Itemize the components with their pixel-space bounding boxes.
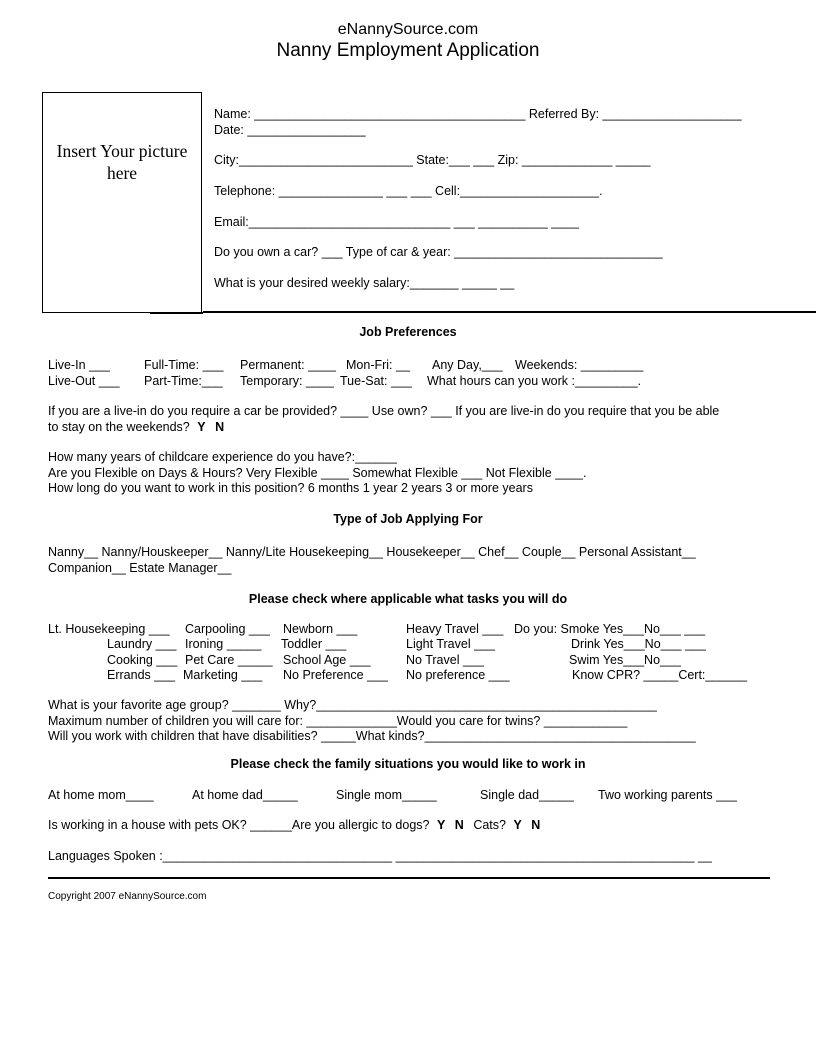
full-time-field[interactable]: Full-Time: ___	[144, 358, 224, 372]
weekends-no-option[interactable]: N	[215, 420, 225, 434]
family-at-home-dad[interactable]: At home dad_____	[192, 788, 298, 802]
date-field[interactable]: Date: _________________	[214, 123, 366, 137]
age-newborn[interactable]: Newborn ___	[283, 622, 358, 636]
favorite-age-group-field[interactable]: What is your favorite age group? _______ Why?_________________________________________________	[48, 698, 657, 712]
task-pet-care[interactable]: Pet Care _____	[185, 653, 273, 667]
family-at-home-mom[interactable]: At home mom____	[48, 788, 154, 802]
weekends-yes-option[interactable]: Y	[197, 420, 206, 434]
live-in-field[interactable]: Live-In ___	[48, 358, 110, 372]
age-school-age[interactable]: School Age ___	[283, 653, 371, 667]
photo-placeholder-text: Insert Your picture here	[56, 141, 188, 183]
email-field[interactable]: Email:_____________________________ ___ __________ ____	[214, 215, 579, 229]
cats-label: Cats?	[473, 818, 506, 832]
salary-field[interactable]: What is your desired weekly salary:_______ _____ __	[214, 276, 515, 290]
mon-fri-field[interactable]: Mon-Fri: __	[346, 358, 410, 372]
travel-heavy[interactable]: Heavy Travel ___	[406, 622, 504, 636]
car-field[interactable]: Do you own a car? ___ Type of car & year: ______________________________	[214, 245, 663, 259]
age-toddler[interactable]: Toddler ___	[281, 637, 347, 651]
pets-dogs-text[interactable]: Is working in a house with pets OK? ______Are you allergic to dogs?	[48, 818, 430, 832]
family-single-dad[interactable]: Single dad_____	[480, 788, 574, 802]
languages-field[interactable]: Languages Spoken :_________________________________ ___________________________________________ __	[48, 849, 712, 863]
family-two-working-parents[interactable]: Two working parents ___	[598, 788, 737, 802]
section-divider-top	[203, 311, 816, 313]
task-cooking[interactable]: Cooking ___	[107, 653, 178, 667]
telephone-cell-field[interactable]: Telephone: _______________ ___ ___ Cell:____________________.	[214, 184, 603, 198]
travel-light[interactable]: Light Travel ___	[406, 637, 495, 651]
page-title: Nanny Employment Application	[276, 40, 540, 61]
family-single-mom[interactable]: Single mom_____	[336, 788, 437, 802]
job-type-heading: Type of Job Applying For	[333, 512, 483, 526]
habit-swim[interactable]: Swim Yes___No___	[569, 653, 681, 667]
site-name: eNannySource.com	[337, 21, 479, 38]
weekends-field[interactable]: Weekends: _________	[515, 358, 644, 372]
age-no-preference[interactable]: No Preference ___	[283, 668, 388, 682]
habit-drink[interactable]: Drink Yes___No___ ___	[571, 637, 706, 651]
duration-field[interactable]: How long do you want to work in this position? 6 months 1 year 2 years 3 or more years	[48, 481, 533, 495]
name-field[interactable]: Name: _______________________________________ Referred By: ____________________	[214, 107, 742, 121]
part-time-field[interactable]: Part-Time:___	[144, 374, 223, 388]
family-situations-heading: Please check the family situations you would like to work in	[230, 757, 586, 771]
disabilities-field[interactable]: Will you work with children that have disabilities? _____What kinds?_______________________________________	[48, 729, 696, 743]
section-divider-bottom	[48, 877, 770, 879]
task-lt-housekeeping[interactable]: Lt. Housekeeping ___	[48, 622, 170, 636]
task-laundry[interactable]: Laundry ___	[107, 637, 177, 651]
cats-no-option[interactable]: N	[531, 818, 541, 832]
max-children-field[interactable]: Maximum number of children you will care for: _____________Would you care for twins? ____________	[48, 714, 628, 728]
tasks-heading: Please check where applicable what tasks you will do	[248, 592, 568, 606]
dogs-no-option[interactable]: N	[454, 818, 464, 832]
travel-no-preference[interactable]: No preference ___	[406, 668, 510, 682]
dogs-yes-option[interactable]: Y	[436, 818, 446, 832]
job-type-options-2[interactable]: Companion__ Estate Manager__	[48, 561, 232, 575]
flexibility-field[interactable]: Are you Flexible on Days & Hours? Very Flexible ____ Somewhat Flexible ___ Not Flexible ____.	[48, 466, 587, 480]
job-preferences-heading: Job Preferences	[359, 325, 457, 339]
cpr-certification[interactable]: Know CPR? _____Cert:______	[572, 668, 748, 682]
pets-question	[48, 818, 540, 833]
travel-none[interactable]: No Travel ___	[406, 653, 484, 667]
permanent-field[interactable]: Permanent: ____	[240, 358, 336, 372]
weekends-stay-text: to stay on the weekends?	[48, 420, 190, 434]
any-day-field[interactable]: Any Day,___	[432, 358, 503, 372]
city-state-zip-field[interactable]: City:_________________________ State:___ ___ Zip: _____________ _____	[214, 153, 651, 167]
photo-underline	[150, 312, 203, 314]
tue-sat-field[interactable]: Tue-Sat: ___	[340, 374, 412, 388]
habit-smoke[interactable]: Do you: Smoke Yes___No___ ___	[514, 622, 706, 636]
experience-years-field[interactable]: How many years of childcare experience do you have?:______	[48, 450, 397, 464]
car-provided-question[interactable]: If you are a live-in do you require a car be provided? ____ Use own? ___ If you are live-in do you require that you be able	[48, 404, 720, 418]
copyright: Copyright 2007 eNannySource.com	[48, 891, 207, 902]
task-errands[interactable]: Errands ___	[107, 668, 176, 682]
cats-yes-option[interactable]: Y	[513, 818, 522, 832]
task-marketing[interactable]: Marketing ___	[183, 668, 263, 682]
job-type-options-1[interactable]: Nanny__ Nanny/Houskeeper__ Nanny/Lite Housekeeping__ Housekeeper__ Chef__ Couple__ Personal Assistant__	[48, 545, 696, 559]
temporary-field[interactable]: Temporary: ____	[240, 374, 334, 388]
live-out-field[interactable]: Live-Out ___	[48, 374, 120, 388]
weekends-stay-question	[48, 420, 224, 435]
task-ironing[interactable]: Ironing _____	[185, 637, 262, 651]
task-carpooling[interactable]: Carpooling ___	[185, 622, 270, 636]
work-hours-field[interactable]: What hours can you work :_________.	[427, 374, 642, 388]
photo-placeholder[interactable]	[42, 92, 202, 313]
